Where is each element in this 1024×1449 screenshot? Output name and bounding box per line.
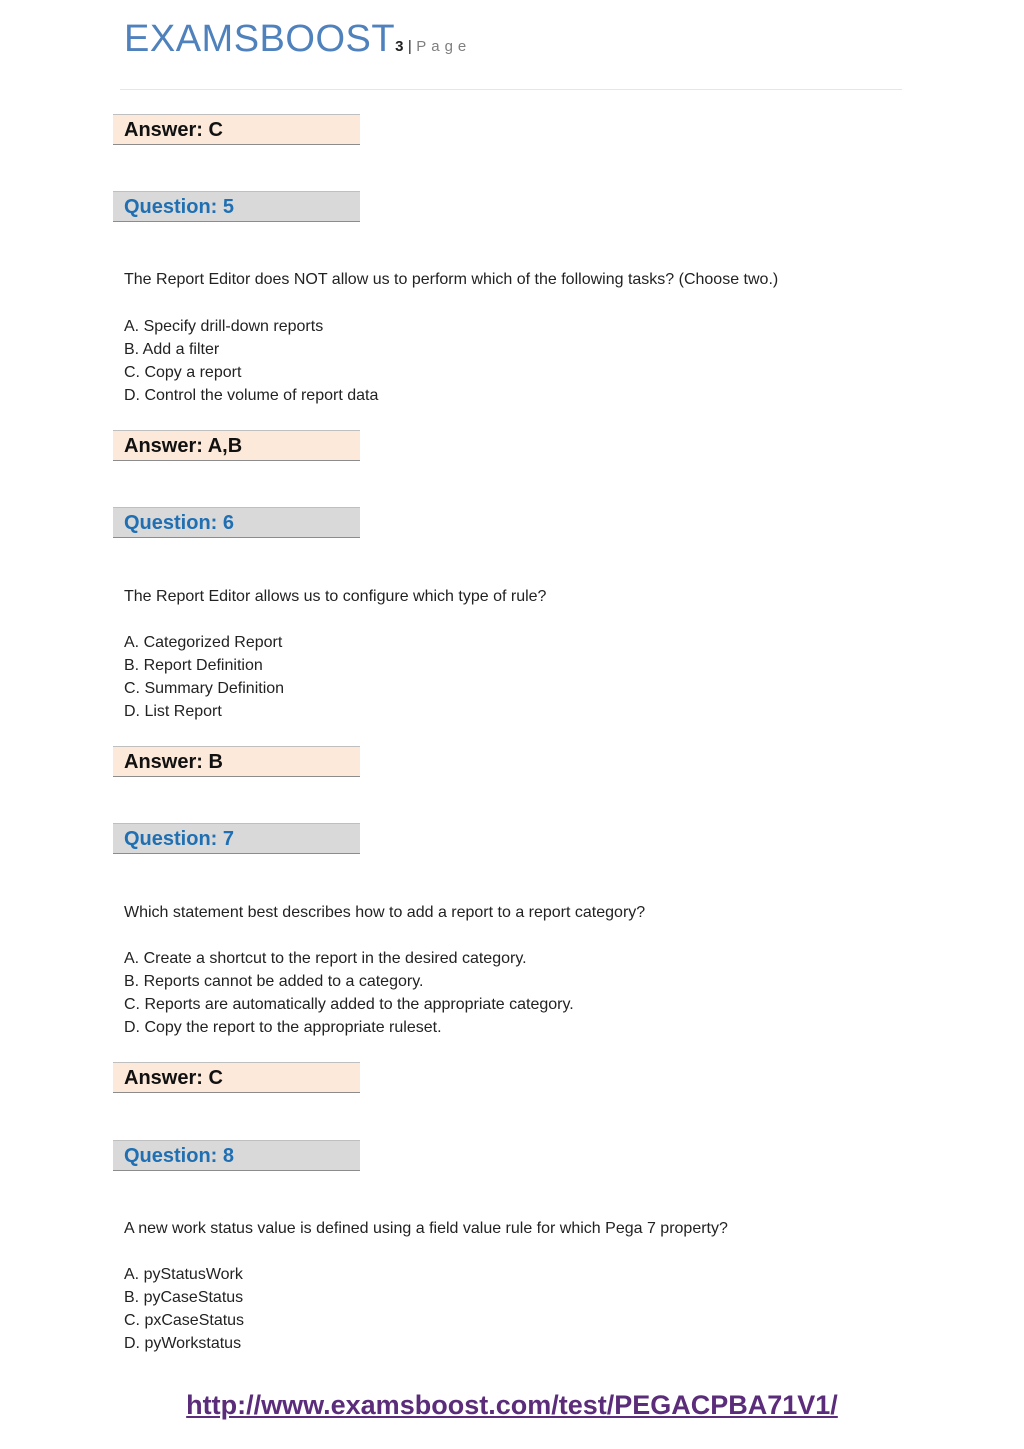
- brand-title: EXAMSBOOST: [124, 18, 396, 60]
- question-label: Question: 6: [113, 507, 360, 538]
- option-a: A. Specify drill-down reports: [124, 318, 324, 335]
- question-label: Question: 8: [113, 1140, 360, 1171]
- option-a: A. pyStatusWork: [124, 1266, 243, 1283]
- option-b: B. Report Definition: [124, 657, 263, 674]
- option-a: A. Categorized Report: [124, 634, 283, 651]
- option-d: D. Control the volume of report data: [124, 387, 379, 404]
- answer-box: Answer: C: [113, 1062, 360, 1093]
- option-c: C. Summary Definition: [124, 680, 285, 697]
- option-c: C. Copy a report: [124, 364, 242, 381]
- question-text: Which statement best describes how to add a report to a report category?: [124, 904, 646, 921]
- option-a: A. Create a shortcut to the report in the desired category.: [124, 950, 527, 967]
- page-number: 3: [395, 38, 404, 55]
- page-separator: |: [407, 38, 412, 55]
- question-text: The Report Editor allows us to configure which type of rule?: [124, 588, 547, 605]
- option-b: B. Add a filter: [124, 341, 220, 358]
- page-word: Page: [416, 38, 472, 55]
- option-b: B. Reports cannot be added to a category.: [124, 973, 424, 990]
- header-divider: [120, 89, 902, 90]
- option-d: D. pyWorkstatus: [124, 1335, 242, 1352]
- answer-box: Answer: A,B: [113, 430, 360, 461]
- option-d: D. List Report: [124, 703, 222, 720]
- option-d: D. Copy the report to the appropriate ruleset.: [124, 1019, 442, 1036]
- option-c: C. Reports are automatically added to the appropriate category.: [124, 996, 574, 1013]
- option-b: B. pyCaseStatus: [124, 1289, 244, 1306]
- answer-box: Answer: B: [113, 746, 360, 777]
- answer-box: Answer: C: [113, 114, 360, 145]
- question-label: Question: 7: [113, 823, 360, 854]
- page-header: [124, 18, 471, 68]
- footer-link[interactable]: http://www.examsboost.com/test/PEGACPBA71V1/: [186, 1390, 838, 1420]
- option-c: C. pxCaseStatus: [124, 1312, 245, 1329]
- question-text: The Report Editor does NOT allow us to perform which of the following tasks? (Choose two.): [124, 271, 779, 288]
- question-label: Question: 5: [113, 191, 360, 222]
- question-text: A new work status value is defined using a field value rule for which Pega 7 property?: [124, 1220, 728, 1237]
